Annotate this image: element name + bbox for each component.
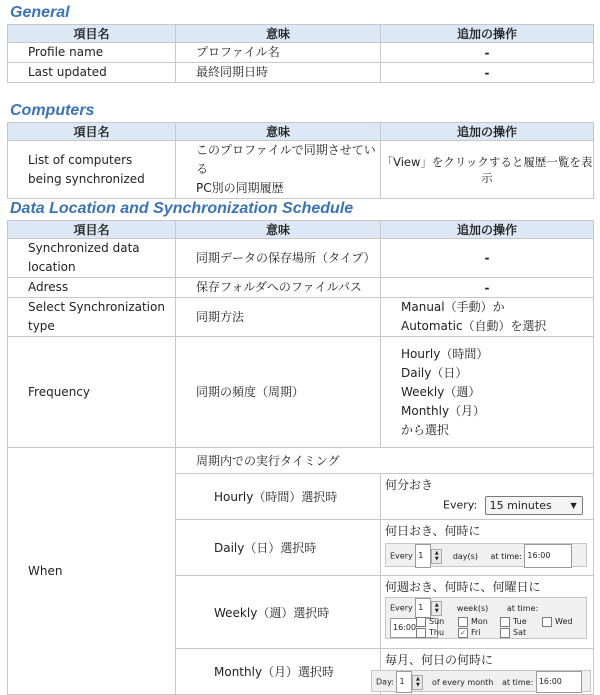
dropdown-arrow-icon: ▼ xyxy=(570,501,577,510)
day-tue[interactable] xyxy=(500,616,542,627)
profile-name-meaning: プロファイル名 xyxy=(176,43,381,63)
daily-at-label: at time: xyxy=(490,551,522,561)
when-weekly-desc: 何週おき、何時に、何曜日に xyxy=(385,580,541,594)
daily-every-input[interactable]: 1 xyxy=(415,544,431,568)
sync-type-item-line2: type xyxy=(28,319,55,333)
sync-type-action-line2: Automatic（自動）を選択 xyxy=(401,319,547,333)
sync-type-item xyxy=(8,298,176,337)
sync-type-item-line1: Select Synchronization xyxy=(28,300,165,314)
when-daily-label: Daily（日）選択時 xyxy=(176,520,381,576)
hourly-frequency-select[interactable] xyxy=(485,496,583,515)
header-meaning: 意味 xyxy=(176,25,381,43)
synced-location-item-line2: location xyxy=(28,260,76,274)
checkbox-icon xyxy=(416,628,426,638)
weekly-at-label: at time: xyxy=(506,603,539,613)
last-updated-item: Last updated xyxy=(8,63,176,83)
table-row xyxy=(8,278,594,298)
day-thu-label: Thu xyxy=(429,628,445,637)
monthly-day-spinner[interactable]: ▲ ▼ xyxy=(412,675,423,690)
day-mon-label: Mon xyxy=(471,617,488,626)
when-hourly-label: Hourly（時間）選択時 xyxy=(176,474,381,520)
when-item: When xyxy=(8,448,176,695)
monthly-day-input[interactable]: 1 xyxy=(396,671,412,693)
day-mon[interactable] xyxy=(458,616,500,627)
day-fri-label: Fri xyxy=(471,628,481,637)
table-row xyxy=(8,448,594,474)
frequency-item: Frequency xyxy=(8,337,176,448)
when-weekly-action xyxy=(381,576,594,649)
table-header xyxy=(8,221,594,239)
monthly-control-panel xyxy=(371,670,591,692)
when-hourly-action xyxy=(381,474,594,520)
table-row xyxy=(8,239,594,278)
computers-item-line1: List of computers xyxy=(28,152,133,167)
frequency-action xyxy=(381,337,594,448)
computers-meaning xyxy=(176,141,381,199)
header-item: 項目名 xyxy=(8,123,176,141)
computers-meaning-line2: PC別の同期履歴 xyxy=(196,181,284,195)
computers-table xyxy=(7,122,594,199)
frequency-option-weekly: Weekly（週） xyxy=(401,384,481,399)
day-wed[interactable] xyxy=(542,616,580,627)
table-row xyxy=(8,298,594,337)
day-sat-label: Sat xyxy=(513,628,527,637)
hourly-frequency-value: 15 minutes xyxy=(489,499,552,512)
weekly-days-row2 xyxy=(390,627,586,638)
when-monthly-action xyxy=(376,649,594,695)
weekly-time-input[interactable]: 16:00 xyxy=(390,618,438,638)
computers-action: 「View」をクリックすると履歴一覧を表示 xyxy=(381,141,594,199)
checkbox-icon xyxy=(458,617,468,627)
frequency-option-suffix: から選択 xyxy=(401,422,450,437)
profile-name-action: - xyxy=(381,43,594,63)
general-table xyxy=(7,24,594,83)
computers-item-line2: being synchronized xyxy=(28,171,145,186)
when-intro: 周期内での実行タイミング xyxy=(176,448,594,474)
data-location-table xyxy=(7,220,594,695)
sync-type-meaning: 同期方法 xyxy=(176,298,381,337)
when-daily-desc: 何日おき、何時に xyxy=(385,524,481,538)
table-row xyxy=(8,141,594,199)
day-sat[interactable] xyxy=(500,627,542,638)
when-monthly-label: Monthly（月）選択時 xyxy=(176,649,381,695)
synced-location-item-line1: Synchronized data xyxy=(28,241,140,255)
table-row xyxy=(8,63,594,83)
frequency-meaning: 同期の頻度（周期） xyxy=(176,337,381,448)
section-title-computers: Computers xyxy=(10,102,95,119)
sync-type-action xyxy=(381,298,594,337)
weekly-every-input[interactable]: 1 xyxy=(415,598,431,618)
header-meaning: 意味 xyxy=(176,123,381,141)
weekly-every-label: Every xyxy=(390,603,413,613)
monthly-at-label: at time: xyxy=(501,677,534,687)
when-weekly-label: Weekly（週）選択時 xyxy=(176,576,381,649)
table-header xyxy=(8,25,594,43)
table-row xyxy=(8,337,594,448)
day-sun[interactable] xyxy=(416,616,458,627)
daily-every-spinner[interactable]: ▲ ▼ xyxy=(431,549,442,564)
header-item: 項目名 xyxy=(8,25,176,43)
day-sun-label: Sun xyxy=(429,617,445,626)
header-action: 追加の操作 xyxy=(381,221,594,239)
header-action: 追加の操作 xyxy=(381,123,594,141)
sync-type-action-line1: Manual（手動）か xyxy=(401,300,505,314)
daily-control-panel xyxy=(385,543,587,567)
checkmark-icon: ✓ xyxy=(458,628,468,638)
synced-location-meaning: 同期データの保存場所（タイプ） xyxy=(176,239,381,278)
frequency-option-hourly: Hourly（時間） xyxy=(401,346,489,361)
weekly-every-spinner[interactable]: ▲ ▼ xyxy=(431,601,442,616)
weekly-unit: week(s) xyxy=(456,603,489,613)
day-tue-label: Tue xyxy=(513,617,527,626)
table-row xyxy=(8,43,594,63)
checkbox-icon xyxy=(416,617,426,627)
when-monthly-desc: 毎月、何日の何時に xyxy=(385,653,494,667)
checkbox-icon xyxy=(500,617,510,627)
last-updated-action: - xyxy=(381,63,594,83)
adress-item: Adress xyxy=(8,278,176,298)
synced-location-action: - xyxy=(381,239,594,278)
table-header xyxy=(8,123,594,141)
checkbox-icon xyxy=(500,628,510,638)
section-title-data-location: Data Location and Synchronization Schedule xyxy=(10,200,354,217)
weekly-days-row1 xyxy=(390,616,586,627)
daily-unit: day(s) xyxy=(452,551,478,561)
adress-action: - xyxy=(381,278,594,298)
header-action: 追加の操作 xyxy=(381,25,594,43)
frequency-option-monthly: Monthly（月） xyxy=(401,403,486,418)
computers-item xyxy=(8,141,176,199)
when-daily-action xyxy=(381,520,594,576)
hourly-every-label: Every: xyxy=(443,498,478,512)
monthly-time-input[interactable]: 16:00 xyxy=(536,671,582,693)
daily-time-input[interactable]: 16:00 xyxy=(524,544,572,568)
monthly-day-label: Day: xyxy=(376,677,394,687)
header-item: 項目名 xyxy=(8,221,176,239)
last-updated-meaning: 最終同期日時 xyxy=(176,63,381,83)
daily-every-label: Every xyxy=(390,551,413,561)
when-hourly-control xyxy=(385,496,593,515)
checkbox-icon xyxy=(542,617,552,627)
day-fri[interactable] xyxy=(458,627,500,638)
monthly-unit: of every month xyxy=(432,677,494,687)
day-wed-label: Wed xyxy=(555,617,573,626)
profile-name-item: Profile name xyxy=(8,43,176,63)
computers-meaning-line1: このプロファイルで同期させている xyxy=(196,143,376,176)
weekly-control-panel xyxy=(385,597,587,639)
day-thu[interactable] xyxy=(416,627,458,638)
section-title-general: General xyxy=(10,4,70,21)
adress-meaning: 保存フォルダへのファイルパス xyxy=(176,278,381,298)
header-meaning: 意味 xyxy=(176,221,381,239)
when-hourly-desc: 何分おき xyxy=(385,478,434,492)
frequency-option-daily: Daily（日） xyxy=(401,365,468,380)
synced-location-item xyxy=(8,239,176,278)
